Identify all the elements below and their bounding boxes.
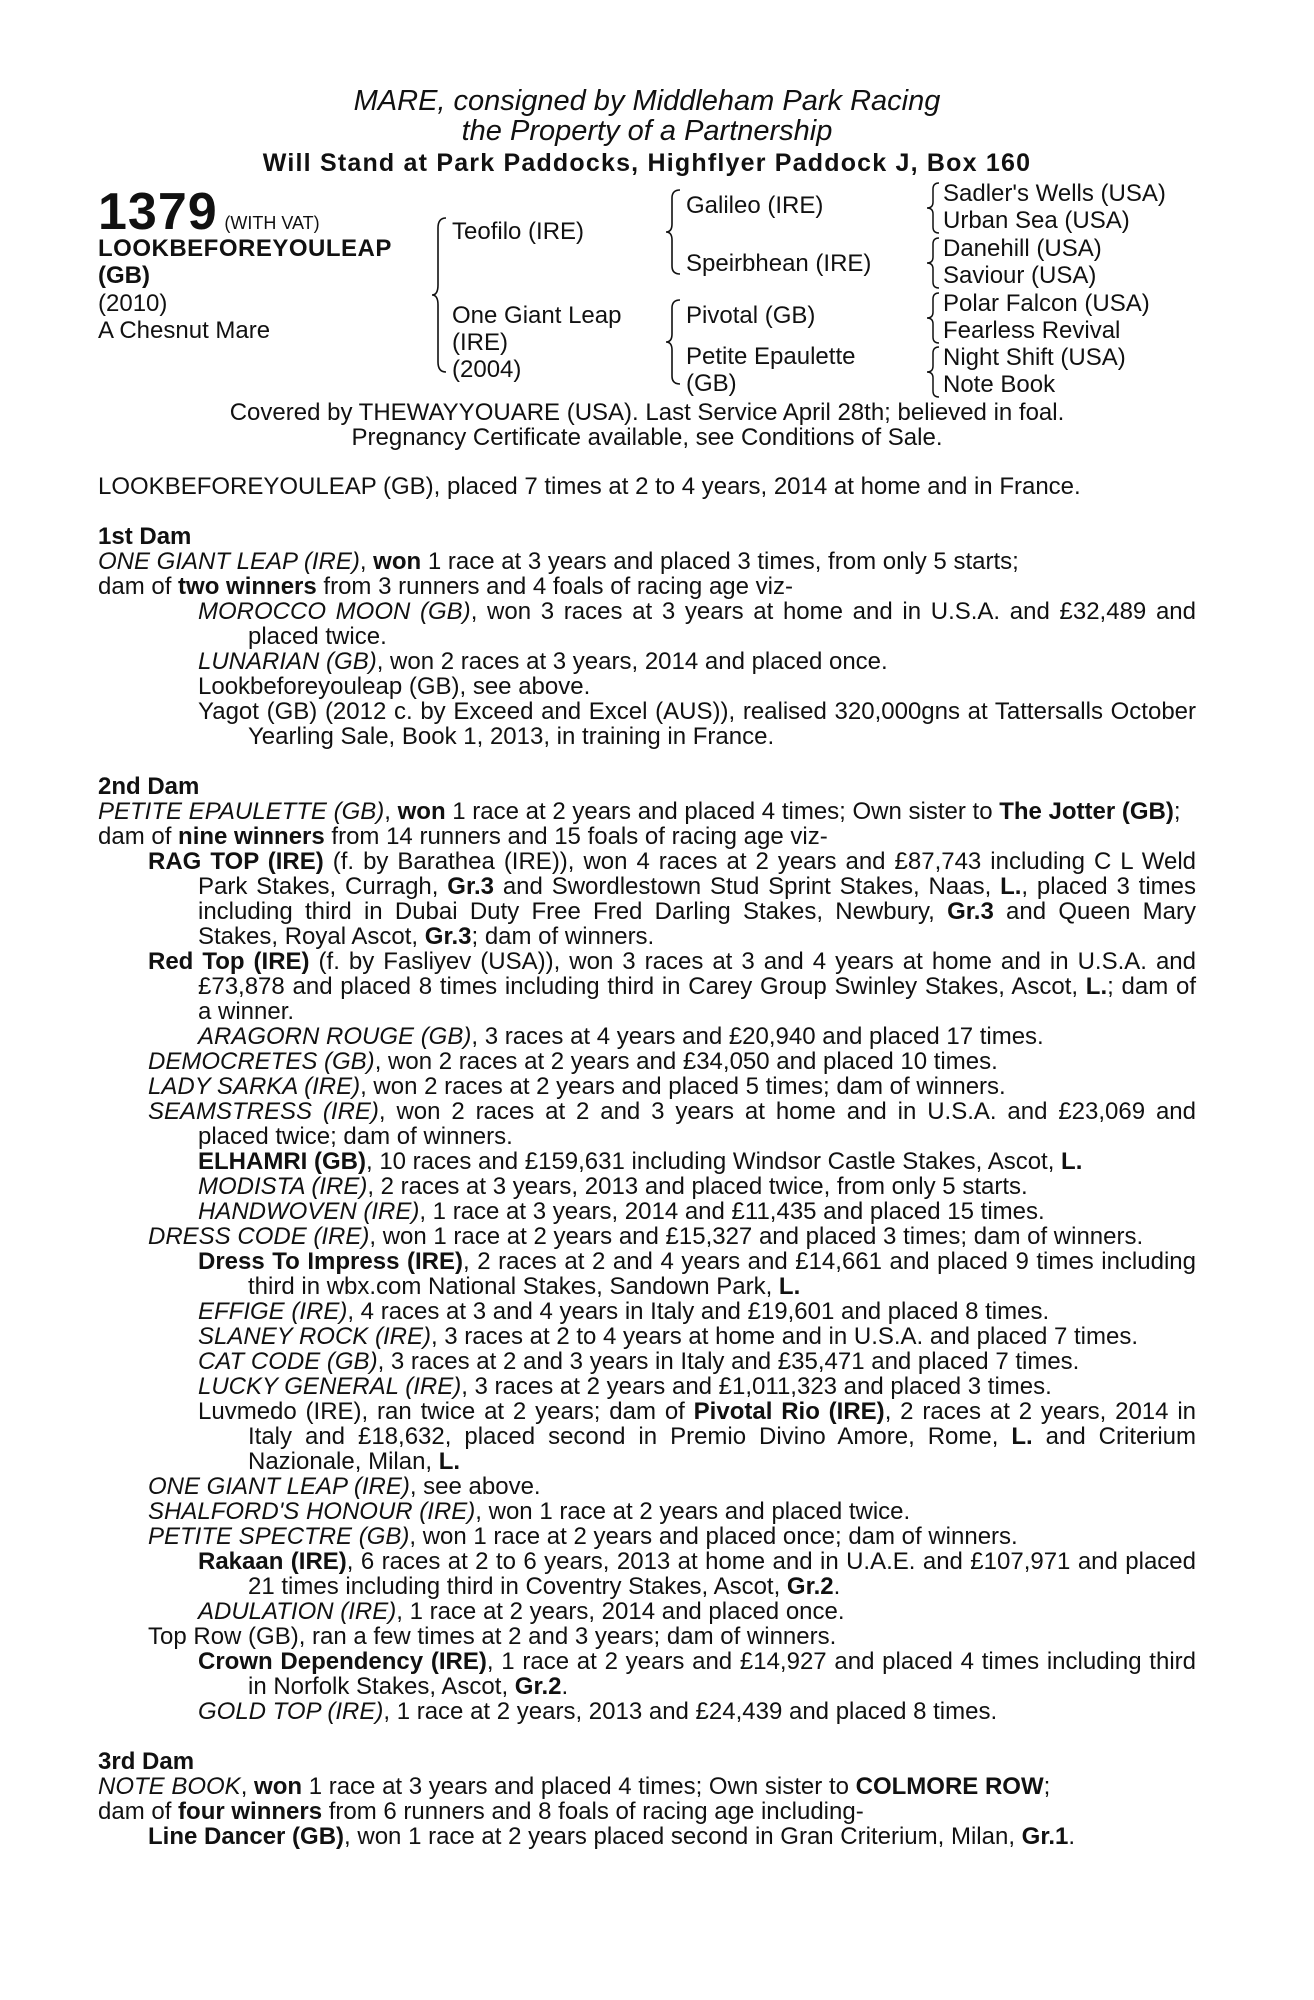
sire-sire: Galileo (IRE) bbox=[686, 192, 824, 219]
produce-entry: LUNARIAN (GB), won 2 races at 3 years, 2014 and placed once. bbox=[198, 648, 888, 675]
dam-dam: Petite Epaulette bbox=[686, 343, 856, 370]
first-dam-line: ONE GIANT LEAP (IRE), won 1 race at 3 years and placed 3 times, from only 5 starts; bbox=[98, 548, 1019, 575]
foaling-year: (2010) bbox=[98, 290, 168, 317]
pedigree-brace-gen1 bbox=[428, 210, 450, 380]
third-dam-line: NOTE BOOK, won 1 race at 3 years and placed 4 times; Own sister to COLMORE ROW; bbox=[98, 1773, 1051, 1800]
horse-name: LOOKBEFOREYOULEAP bbox=[98, 235, 392, 262]
second-dam-line: PETITE EPAULETTE (GB), won 1 race at 2 years and placed 4 times; Own sister to The Jotter (GB); bbox=[98, 798, 1181, 825]
ped-dsd: Fearless Revival bbox=[943, 317, 1121, 344]
produce-entry: EFFIGE (IRE), 4 races at 3 and 4 years in Italy and £19,601 and placed 8 times. bbox=[198, 1298, 1050, 1325]
produce-entry: LUCKY GENERAL (IRE), 3 races at 2 years and £1,011,323 and placed 3 times. bbox=[198, 1373, 1052, 1400]
pedigree-brace-g3-2 bbox=[924, 235, 942, 291]
produce-entry: Yagot (GB) (2012 c. by Exceed and Excel (AUS)), realised 320,000gns at Tattersalls October Yearling Sale, Book 1, 2013, in training in France. bbox=[198, 698, 1196, 750]
produce-entry: DEMOCRETES (GB), won 2 races at 2 years and £34,050 and placed 10 times. bbox=[148, 1048, 998, 1075]
produce-entry: Red Top (IRE) (f. by Fasliyev (USA)), won 3 races at 3 and 4 years at home and in U.S.A. and £73,878 and placed 8 times including third in Carey Group Swinley Stakes, Ascot, L.; dam of a winner. bbox=[148, 948, 1196, 1025]
produce-entry: MODISTA (IRE), 2 races at 3 years, 2013 and placed twice, from only 5 starts. bbox=[198, 1173, 1028, 1200]
dam-origin: (IRE) bbox=[452, 329, 508, 356]
produce-entry: PETITE SPECTRE (GB), won 1 race at 2 years and placed once; dam of winners. bbox=[148, 1523, 1018, 1550]
dam-name: One Giant Leap bbox=[452, 302, 622, 329]
produce-entry: ADULATION (IRE), 1 race at 2 years, 2014 and placed once. bbox=[198, 1598, 845, 1625]
ped-dss: Polar Falcon (USA) bbox=[943, 290, 1150, 317]
produce-entry: Top Row (GB), ran a few times at 2 and 3 years; dam of winners. bbox=[148, 1623, 837, 1650]
ped-sdd: Saviour (USA) bbox=[943, 262, 1097, 289]
lot-number-row bbox=[98, 183, 320, 241]
produce-record bbox=[98, 474, 1196, 1849]
pedigree-brace-dam-parents bbox=[662, 296, 684, 388]
produce-entry: MOROCCO MOON (GB), won 3 races at 3 years at home and in U.S.A. and £32,489 and placed twice. bbox=[198, 598, 1196, 650]
produce-entry: CAT CODE (GB), 3 races at 2 and 3 years in Italy and £35,471 and placed 7 times. bbox=[198, 1348, 1080, 1375]
produce-entry: SEAMSTRESS (IRE), won 2 races at 2 and 3 years at home and in U.S.A. and £23,069 and placed twice; dam of winners. bbox=[148, 1098, 1196, 1150]
produce-entry: ELHAMRI (GB), 10 races and £159,631 including Windsor Castle Stakes, Ascot, L. bbox=[198, 1148, 1083, 1175]
covered-line: Covered by THEWAYYOUARE (USA). Last Service April 28th; believed in foal. bbox=[229, 399, 1065, 426]
pedigree-brace-g3-1 bbox=[924, 180, 942, 236]
pedigree-brace-g3-3 bbox=[924, 290, 942, 346]
first-dam-name: ONE GIANT LEAP (IRE) bbox=[98, 548, 360, 575]
produce-entry: ARAGORN ROUGE (GB), 3 races at 4 years and £20,940 and placed 17 times. bbox=[198, 1023, 1044, 1050]
property-line: the Property of a Partnership bbox=[461, 115, 833, 147]
produce-entry: ONE GIANT LEAP (IRE), see above. bbox=[148, 1473, 541, 1500]
intro-line: LOOKBEFOREYOULEAP (GB), placed 7 times at 2 to 4 years, 2014 at home and in France. bbox=[98, 473, 1081, 500]
ped-ssd: Urban Sea (USA) bbox=[943, 207, 1130, 234]
sire-name: Teofilo (IRE) bbox=[452, 218, 585, 245]
produce-entry: SHALFORD'S HONOUR (IRE), won 1 race at 2 years and placed twice. bbox=[148, 1498, 911, 1525]
produce-entry: DRESS CODE (IRE), won 1 race at 2 years and £15,327 and placed 3 times; dam of winners. bbox=[148, 1223, 1144, 1250]
produce-entry: Crown Dependency (IRE), 1 race at 2 years and £14,927 and placed 4 times including third in Norfolk Stakes, Ascot, Gr.2. bbox=[198, 1648, 1196, 1700]
ped-ddd: Note Book bbox=[943, 371, 1056, 398]
horse-origin: (GB) bbox=[98, 262, 150, 289]
produce-entry: Dress To Impress (IRE), 2 races at 2 and 4 years and £14,661 and placed 9 times including third in wbx.com National Stakes, Sandown Park, L. bbox=[198, 1248, 1196, 1300]
ped-sds: Danehill (USA) bbox=[943, 235, 1102, 262]
ped-dds: Night Shift (USA) bbox=[943, 344, 1126, 371]
produce-entry: LADY SARKA (IRE), won 2 races at 2 years and placed 5 times; dam of winners. bbox=[148, 1073, 1006, 1100]
second-dam-produce: dam of nine winners from 14 runners and 15 foals of racing age viz- bbox=[98, 823, 828, 850]
third-dam-produce: dam of four winners from 6 runners and 8 foals of racing age including- bbox=[98, 1798, 864, 1825]
first-dam-heading: 1st Dam bbox=[98, 523, 192, 550]
pregnancy-line: Pregnancy Certificate available, see Conditions of Sale. bbox=[351, 424, 943, 451]
dam-year: (2004) bbox=[452, 356, 522, 383]
produce-entry: SLANEY ROCK (IRE), 3 races at 2 to 4 years at home and in U.S.A. and placed 7 times. bbox=[198, 1323, 1139, 1350]
produce-entry: Lookbeforeyouleap (GB), see above. bbox=[198, 673, 591, 700]
produce-entry: Rakaan (IRE), 6 races at 2 to 6 years, 2013 at home and in U.A.E. and £107,971 and placed 21 times including third in Coventry Stakes, Ascot, Gr.2. bbox=[198, 1548, 1196, 1600]
stand-location: Will Stand at Park Paddocks, Highflyer Paddock J, Box 160 bbox=[262, 149, 1032, 177]
dam-sire: Pivotal (GB) bbox=[686, 302, 816, 329]
produce-entry: Luvmedo (IRE), ran twice at 2 years; dam of Pivotal Rio (IRE), 2 races at 2 years, 2014 in Italy and £18,632, placed second in Premio Divino Amore, Rome, L. and Criterium Nazionale, Milan, L. bbox=[198, 1398, 1196, 1475]
second-dam-heading: 2nd Dam bbox=[98, 773, 200, 800]
ped-sss: Sadler's Wells (USA) bbox=[943, 180, 1166, 207]
pedigree-brace-sire-parents bbox=[662, 186, 684, 278]
produce-entry: GOLD TOP (IRE), 1 race at 2 years, 2013 and £24,439 and placed 8 times. bbox=[198, 1698, 998, 1725]
consignor-line: MARE, consigned by Middleham Park Racing bbox=[353, 85, 941, 117]
dam-dam-origin: (GB) bbox=[686, 370, 737, 397]
produce-entry: RAG TOP (IRE) (f. by Barathea (IRE)), won 4 races at 2 years and £87,743 including C L Weld Park Stakes, Curragh, Gr.3 and Swordlestown Stud Sprint Stakes, Naas, L., placed 3 times including third in Dubai Duty Free Fred Darling Stakes, Newbury, Gr.3 and Queen Mary Stakes, Royal Ascot, Gr.3; dam of winners. bbox=[148, 848, 1197, 950]
third-dam-heading: 3rd Dam bbox=[98, 1748, 195, 1775]
vat-note: (WITH VAT) bbox=[224, 213, 320, 233]
pedigree-brace-g3-4 bbox=[924, 344, 942, 400]
produce-entry: HANDWOVEN (IRE), 1 race at 3 years, 2014 and £11,435 and placed 15 times. bbox=[198, 1198, 1045, 1225]
lot-number: 1379 bbox=[98, 183, 218, 241]
horse-description: A Chesnut Mare bbox=[98, 317, 271, 344]
produce-entry: Line Dancer (GB), won 1 race at 2 years placed second in Gran Criterium, Milan, Gr.1. bbox=[148, 1823, 1076, 1850]
first-dam-produce: dam of two winners from 3 runners and 4 foals of racing age viz- bbox=[98, 573, 793, 600]
sire-dam: Speirbhean (IRE) bbox=[686, 250, 872, 277]
